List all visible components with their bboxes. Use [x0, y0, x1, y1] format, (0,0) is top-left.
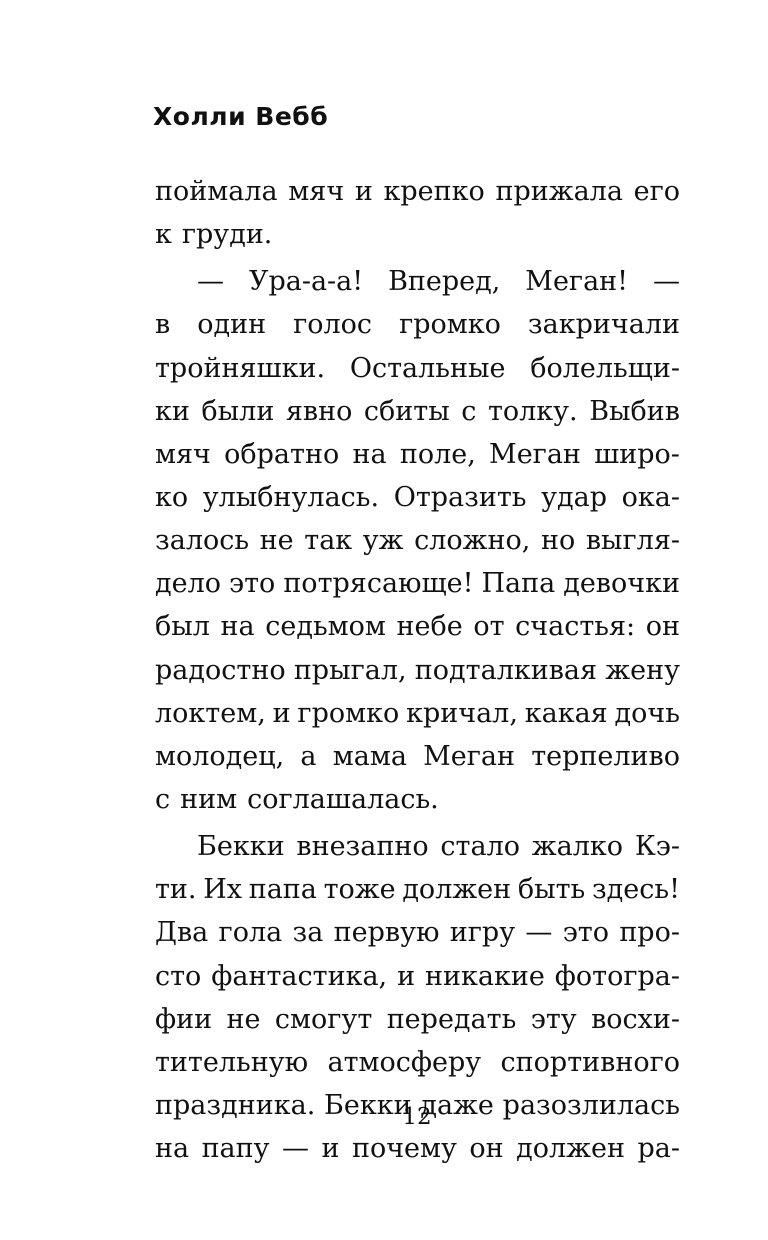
word: и	[397, 960, 416, 992]
word: так	[304, 525, 353, 557]
word: молодец,	[155, 740, 285, 772]
word: он	[645, 611, 680, 643]
text-line	[155, 519, 680, 562]
word: один	[197, 309, 267, 341]
word: про-	[619, 917, 680, 949]
word: Меган	[489, 438, 581, 470]
word: с	[155, 783, 171, 815]
text-line	[155, 1041, 680, 1084]
word: сбиты	[363, 395, 450, 427]
word: дело	[155, 568, 222, 600]
word: игру	[449, 917, 516, 949]
word: Отразить	[393, 481, 527, 513]
word: толку.	[487, 395, 578, 427]
word: на	[220, 611, 255, 643]
word: не	[259, 525, 294, 557]
word: почему	[351, 1133, 457, 1165]
word: Остальные	[349, 352, 506, 384]
word: закричали	[527, 309, 680, 341]
word: тоже	[323, 874, 396, 906]
word: Меган!	[525, 266, 629, 298]
word: соглашалась.	[247, 783, 439, 815]
word: на	[155, 1133, 190, 1165]
word: папа	[248, 874, 317, 906]
word: это	[229, 568, 276, 600]
word: прижала	[495, 176, 623, 207]
word: сто	[155, 960, 202, 992]
text-line	[155, 649, 680, 692]
text-line	[155, 170, 680, 213]
word: груди.	[181, 219, 273, 251]
word: первую	[333, 917, 440, 949]
word: и	[272, 697, 291, 729]
word: жену	[605, 654, 680, 686]
word: папу	[201, 1133, 270, 1165]
word: явно	[285, 395, 353, 427]
word: —	[197, 266, 224, 298]
text-line	[155, 825, 680, 868]
word: должен	[402, 874, 512, 906]
word: терпеливо	[531, 740, 680, 772]
word: Их	[203, 874, 242, 906]
word: Бекки	[324, 1089, 412, 1121]
word: седьмом	[265, 611, 386, 643]
word: были	[201, 395, 275, 427]
word: он	[469, 1133, 504, 1165]
word: ки	[155, 395, 190, 427]
word: удар	[541, 481, 608, 513]
word: и	[321, 1133, 340, 1165]
word: смогут	[274, 1003, 373, 1035]
word: атмосферу	[327, 1046, 482, 1078]
word: подталкивая	[414, 654, 598, 686]
word: мама	[332, 740, 407, 772]
word: мяч	[288, 176, 345, 207]
word: Выбив	[589, 395, 680, 427]
text-line	[155, 562, 680, 605]
word: уж	[362, 525, 404, 557]
text-line	[155, 955, 680, 998]
word: небе	[396, 611, 463, 643]
word: фантастика,	[211, 960, 388, 992]
word: разозлилась	[502, 1089, 680, 1121]
text-line	[155, 778, 680, 821]
word: передать	[386, 1003, 517, 1035]
word: громко	[297, 697, 400, 729]
word: обратно	[224, 438, 340, 470]
word: стало	[440, 831, 520, 863]
word: дочь	[614, 697, 680, 729]
word: на	[352, 438, 387, 470]
word: ним	[180, 783, 238, 815]
text-line	[155, 476, 680, 519]
text-line	[155, 692, 680, 735]
word: —	[652, 266, 680, 298]
word: локтем,	[155, 697, 266, 729]
word: в	[155, 309, 171, 341]
word: был	[155, 611, 210, 643]
word: выгля-	[585, 525, 680, 557]
word: должен	[516, 1133, 625, 1165]
word: даже	[420, 1089, 494, 1121]
word: счастья:	[515, 611, 636, 643]
word: радостно	[155, 654, 286, 686]
word: крепко	[383, 176, 485, 207]
word: громко	[399, 309, 501, 341]
word: Папа	[481, 568, 556, 600]
word: сложно,	[414, 525, 531, 557]
word: быть	[517, 874, 586, 906]
word: ра-	[637, 1133, 680, 1165]
word: спортивного	[500, 1046, 680, 1078]
text-line	[155, 998, 680, 1041]
word: —	[282, 1133, 310, 1165]
word: поле,	[399, 438, 476, 470]
word: потрясающе!	[283, 568, 474, 600]
word: прыгал,	[293, 654, 407, 686]
word: а	[300, 740, 317, 772]
word: здесь!	[591, 874, 680, 906]
word: к	[155, 219, 172, 251]
word: тительную	[155, 1046, 309, 1078]
word: Меган	[423, 740, 516, 772]
word: ко	[155, 481, 189, 513]
word: не	[226, 1003, 261, 1035]
text-line	[155, 911, 680, 954]
word: голос	[293, 309, 373, 341]
word: и	[354, 176, 373, 207]
word: эту	[530, 1003, 577, 1035]
body-text	[155, 170, 680, 1170]
word: Кэ-	[634, 831, 680, 863]
text-line	[155, 347, 680, 390]
word: Ура-а-а!	[248, 266, 364, 298]
word: мяч	[155, 438, 211, 470]
word: залось	[155, 525, 250, 557]
word: жалко	[531, 831, 624, 863]
word: гола	[218, 917, 283, 949]
text-line	[155, 735, 680, 778]
word: за	[292, 917, 324, 949]
text-line	[155, 1127, 680, 1170]
running-head-title: Холли Вебб	[153, 102, 329, 131]
word: поймала	[155, 176, 278, 207]
word: праздника.	[155, 1089, 316, 1121]
word: внезапно	[296, 831, 429, 863]
word: улыбнулась.	[202, 481, 380, 513]
word: никакие	[425, 960, 545, 992]
word: ти.	[155, 874, 197, 906]
word: восхи-	[591, 1003, 680, 1035]
word: Вперед,	[388, 266, 501, 298]
word: фии	[155, 1003, 213, 1035]
word: это	[562, 917, 610, 949]
text-line	[155, 213, 680, 256]
word: фотогра-	[554, 960, 680, 992]
word: девочки	[563, 568, 680, 600]
text-line	[155, 390, 680, 433]
word: кричал,	[406, 697, 518, 729]
word: с	[461, 395, 477, 427]
word: ока-	[621, 481, 680, 513]
word: широ-	[594, 438, 680, 470]
text-line	[155, 303, 680, 346]
word: болельщи-	[530, 352, 680, 384]
word: —	[525, 917, 553, 949]
word: но	[540, 525, 576, 557]
text-line	[155, 433, 680, 476]
word: какая	[524, 697, 608, 729]
text-line	[155, 605, 680, 648]
word: тройняшки.	[155, 352, 326, 384]
word: от	[473, 611, 505, 643]
word: Два	[155, 917, 209, 949]
text-line	[155, 868, 680, 911]
word: Бекки	[197, 831, 285, 863]
word: его	[633, 176, 680, 207]
page-number: 12	[402, 1104, 432, 1130]
text-line	[155, 260, 680, 303]
